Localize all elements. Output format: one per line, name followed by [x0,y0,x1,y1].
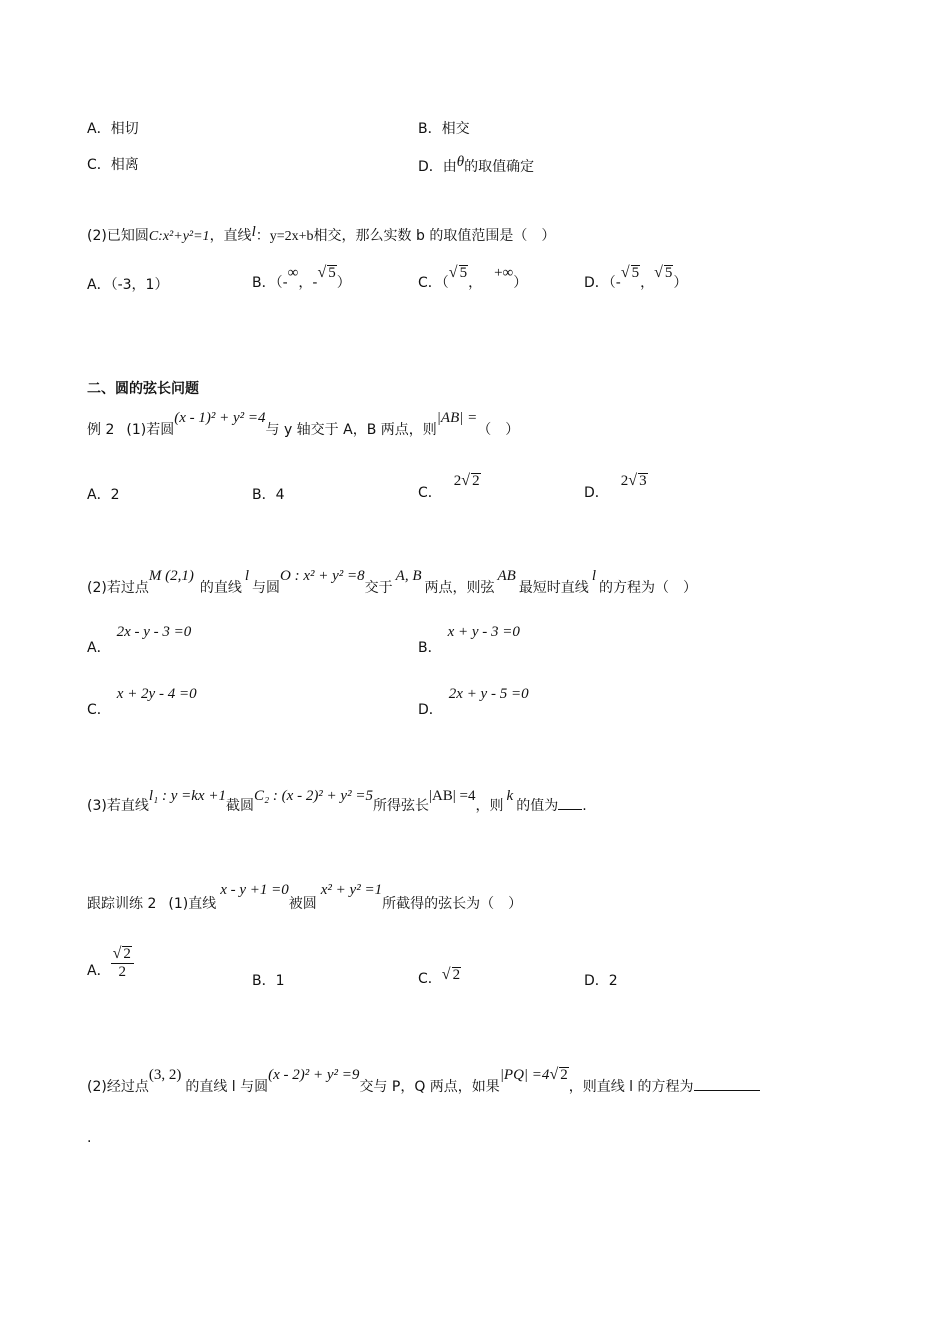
ex2-q2-option-b [418,624,520,657]
ex2-q2-option-b-label: B． [418,640,442,656]
q1-option-d-prefix: D．由 [418,159,457,175]
ex2-q1-option-a: A．2 [87,487,120,503]
ex2-q1-mid: 与 y 轴交于 A，B 两点，则 [265,422,437,438]
sqrt-icon: √ [448,264,458,281]
ex2-q2-mid4: 两点，则弦 [424,580,495,596]
ex2-q1-prefix: (1)若圆 [126,422,175,438]
ex2-q2-points: A, B [395,568,422,584]
q2-mid: ，直线 [209,228,252,244]
ex2-q2-option-c-eq: x + 2y - 4 =0 [116,686,197,702]
q1-option-b: B．相交 [418,121,470,137]
ex2-q1-option-d-coef: 2 [620,473,629,489]
ex2-q2-mid3: 交于 [364,580,393,596]
practice2-q1-option-a-num: 2 [123,946,131,962]
q2-label: (2)已知圆 [87,228,149,244]
practice2-q1-option-c-radicand: 2 [452,967,461,983]
practice2-q2-suffix: ，则直线 l 的方程为 [568,1079,694,1095]
q2-option-b-comma: ，- [298,275,318,291]
practice2-q1-line: x - y +1 =0 [220,882,289,898]
q2-option-d [584,264,687,292]
q2-option-d-value1: 5 [631,265,640,281]
q2-option-d-comma: ， [640,275,655,291]
practice2-q2-stem [87,1066,760,1096]
ex2-q1-stem [87,410,519,439]
ex2-q3-prefix: (3)若直线 [87,798,149,814]
practice2-q1-prefix: (1)直线 [168,896,217,912]
practice2-q2-pq-radicand: 2 [560,1067,568,1083]
sqrt-icon: √ [441,966,451,983]
q2-option-c [418,264,527,292]
ex2-q2-option-a-label: A． [87,640,111,656]
practice2-q2-end: . [87,1130,92,1146]
ex2-q2-point: M (2,1) [148,568,194,584]
q2-option-d-close: ） [673,275,688,291]
q1-option-c: C．相离 [87,157,139,173]
ex2-q2-suffix: 的方程为（ ） [598,580,697,596]
ex2-q1-suffix: （ ） [477,422,520,438]
q2-option-b-value: 5 [328,265,336,281]
practice2-q1-option-b: B．1 [252,973,285,989]
q2-option-b [252,264,351,292]
q2-option-b-open: （- [275,275,288,291]
q1-option-d-suffix: 的取值确定 [464,159,535,175]
practice2-q1-option-c-label: C． [418,971,442,987]
ex2-q1-option-c-radicand: 2 [472,473,480,489]
ex2-q2-stem [87,568,697,597]
ex2-q3-circle: C₂ : (x - 2)² + y² =5 [253,788,373,804]
sqrt-icon: √ [549,1066,559,1083]
practice2-q2-pq: |PQ| =4 [499,1067,550,1083]
ex2-q2-option-c-label: C． [87,702,111,718]
ex2-q2-option-b-eq: x + y - 3 =0 [447,624,520,640]
ex2-q2-circle: O : x² + y² =8 [280,568,365,584]
q2-option-b-label: B． [252,275,276,291]
q2-circle: C:x²+y²=1 [148,229,210,244]
ex2-q1-option-d [584,472,648,502]
practice2-q2-point: (3, 2) [148,1067,182,1083]
q2-option-a: A．（-3，1） [87,277,169,293]
practice2-q2-prefix: (2)经过点 [87,1079,149,1095]
q2-option-c-open: （ [441,275,449,291]
practice2-q1-mid: 被圆 [288,896,317,912]
ex2-q1-option-c-label: C． [418,485,442,501]
q2-option-b-infinity: ∞ [287,265,299,281]
ex2-q1-option-d-label: D． [584,485,609,501]
ex2-q2-option-a-eq: 2x - y - 3 =0 [116,624,192,640]
q1-option-d [418,154,534,176]
answer-blank[interactable] [558,795,582,810]
sqrt-icon: √ [628,472,638,489]
q2-option-c-comma: ， [468,275,483,291]
q1-option-a: A．相切 [87,121,139,137]
section-title: 二、圆的弦长问题 [87,381,199,397]
ex2-q3-mid1: 截圆 [225,798,254,814]
ex2-q2-option-d-label: D． [418,702,443,718]
practice2-q1-option-d: D．2 [584,973,618,989]
ex2-q2-prefix: (2)若过点 [87,580,149,596]
ex2-q3-mid3: ，则 [475,798,504,814]
ex2-label: 例 2 [87,422,115,438]
q2-option-c-infinity: +∞ [494,265,514,281]
ex2-q2-mid2: 与圆 [252,580,281,596]
q2-option-c-value: 5 [459,265,468,281]
ex2-q2-l2: l [591,568,596,584]
ex2-q3-line: l₁ : y =kx +1 [148,788,226,804]
ex2-q1-equation: (x - 1)² + y² =4 [174,410,266,426]
sqrt-icon: √ [620,264,630,281]
ex2-q2-option-d-eq: 2x + y - 5 =0 [448,686,529,702]
sqrt-icon: √ [112,945,122,962]
ex2-q3-stem [87,788,587,815]
practice2-q2-mid1: 的直线 l 与圆 [185,1079,269,1095]
ex2-q3-suffix: 的值为 [516,798,559,814]
practice2-q1-option-c [418,966,461,988]
ex2-q2-option-a [87,624,191,657]
ex2-q2-mid1: 的直线 [199,580,242,596]
fraction [111,945,134,981]
ex2-q3-end: . [582,798,587,814]
practice2-q1-stem [87,882,522,913]
sqrt-icon: √ [317,264,327,281]
ex2-q2-option-c [87,686,197,719]
practice2-q1-circle: x² + y² =1 [320,882,383,898]
q2-line-l: l [251,224,256,240]
practice2-q1-option-a-label: A． [87,963,111,979]
practice2-label: 跟踪训练 2 [87,896,157,912]
practice2-q1-option-a [87,945,134,981]
ex2-q1-option-b: B．4 [252,487,285,503]
ex2-q1-option-c-coef: 2 [453,473,462,489]
ex2-q3-mid2: 所得弦长 [372,798,429,814]
practice2-q2-circle: (x - 2)² + y² =9 [268,1067,360,1083]
ex2-q2-l: l [244,568,250,584]
ex2-q2-chord: AB [497,568,516,584]
q2-option-c-label: C． [418,275,442,291]
ex2-q2-mid5: 最短时直线 [518,580,589,596]
ex2-q3-k: k [506,788,514,804]
q2-stem [87,224,555,245]
ex2-q3-chord: |AB| =4 [428,788,476,804]
practice2-q1-option-a-den: 2 [118,964,126,980]
q2-option-b-close: ） [336,275,351,291]
practice2-q1-suffix: 所截得的弦长为（ ） [382,896,523,912]
q2-option-d-label: D． [584,275,609,291]
ex2-q2-option-d [418,686,529,719]
theta-symbol: θ [456,154,465,170]
sqrt-icon: √ [461,472,471,489]
ex2-q1-ab: |AB| = [436,410,478,426]
q2-option-c-close: ） [513,275,528,291]
ex2-q1-option-c [418,472,481,502]
practice2-q2-mid2: 交与 P，Q 两点，如果 [359,1079,500,1095]
q2-option-d-open: （- [608,275,621,291]
answer-blank[interactable] [694,1076,760,1091]
q2-option-d-value2: 5 [664,265,673,281]
ex2-q1-option-d-radicand: 3 [639,473,647,489]
sqrt-icon: √ [654,264,663,281]
q2-suffix: 相交，那么实数 b 的取值范围是（ ） [313,228,556,244]
q2-line: ：y=2x+b [255,229,314,244]
